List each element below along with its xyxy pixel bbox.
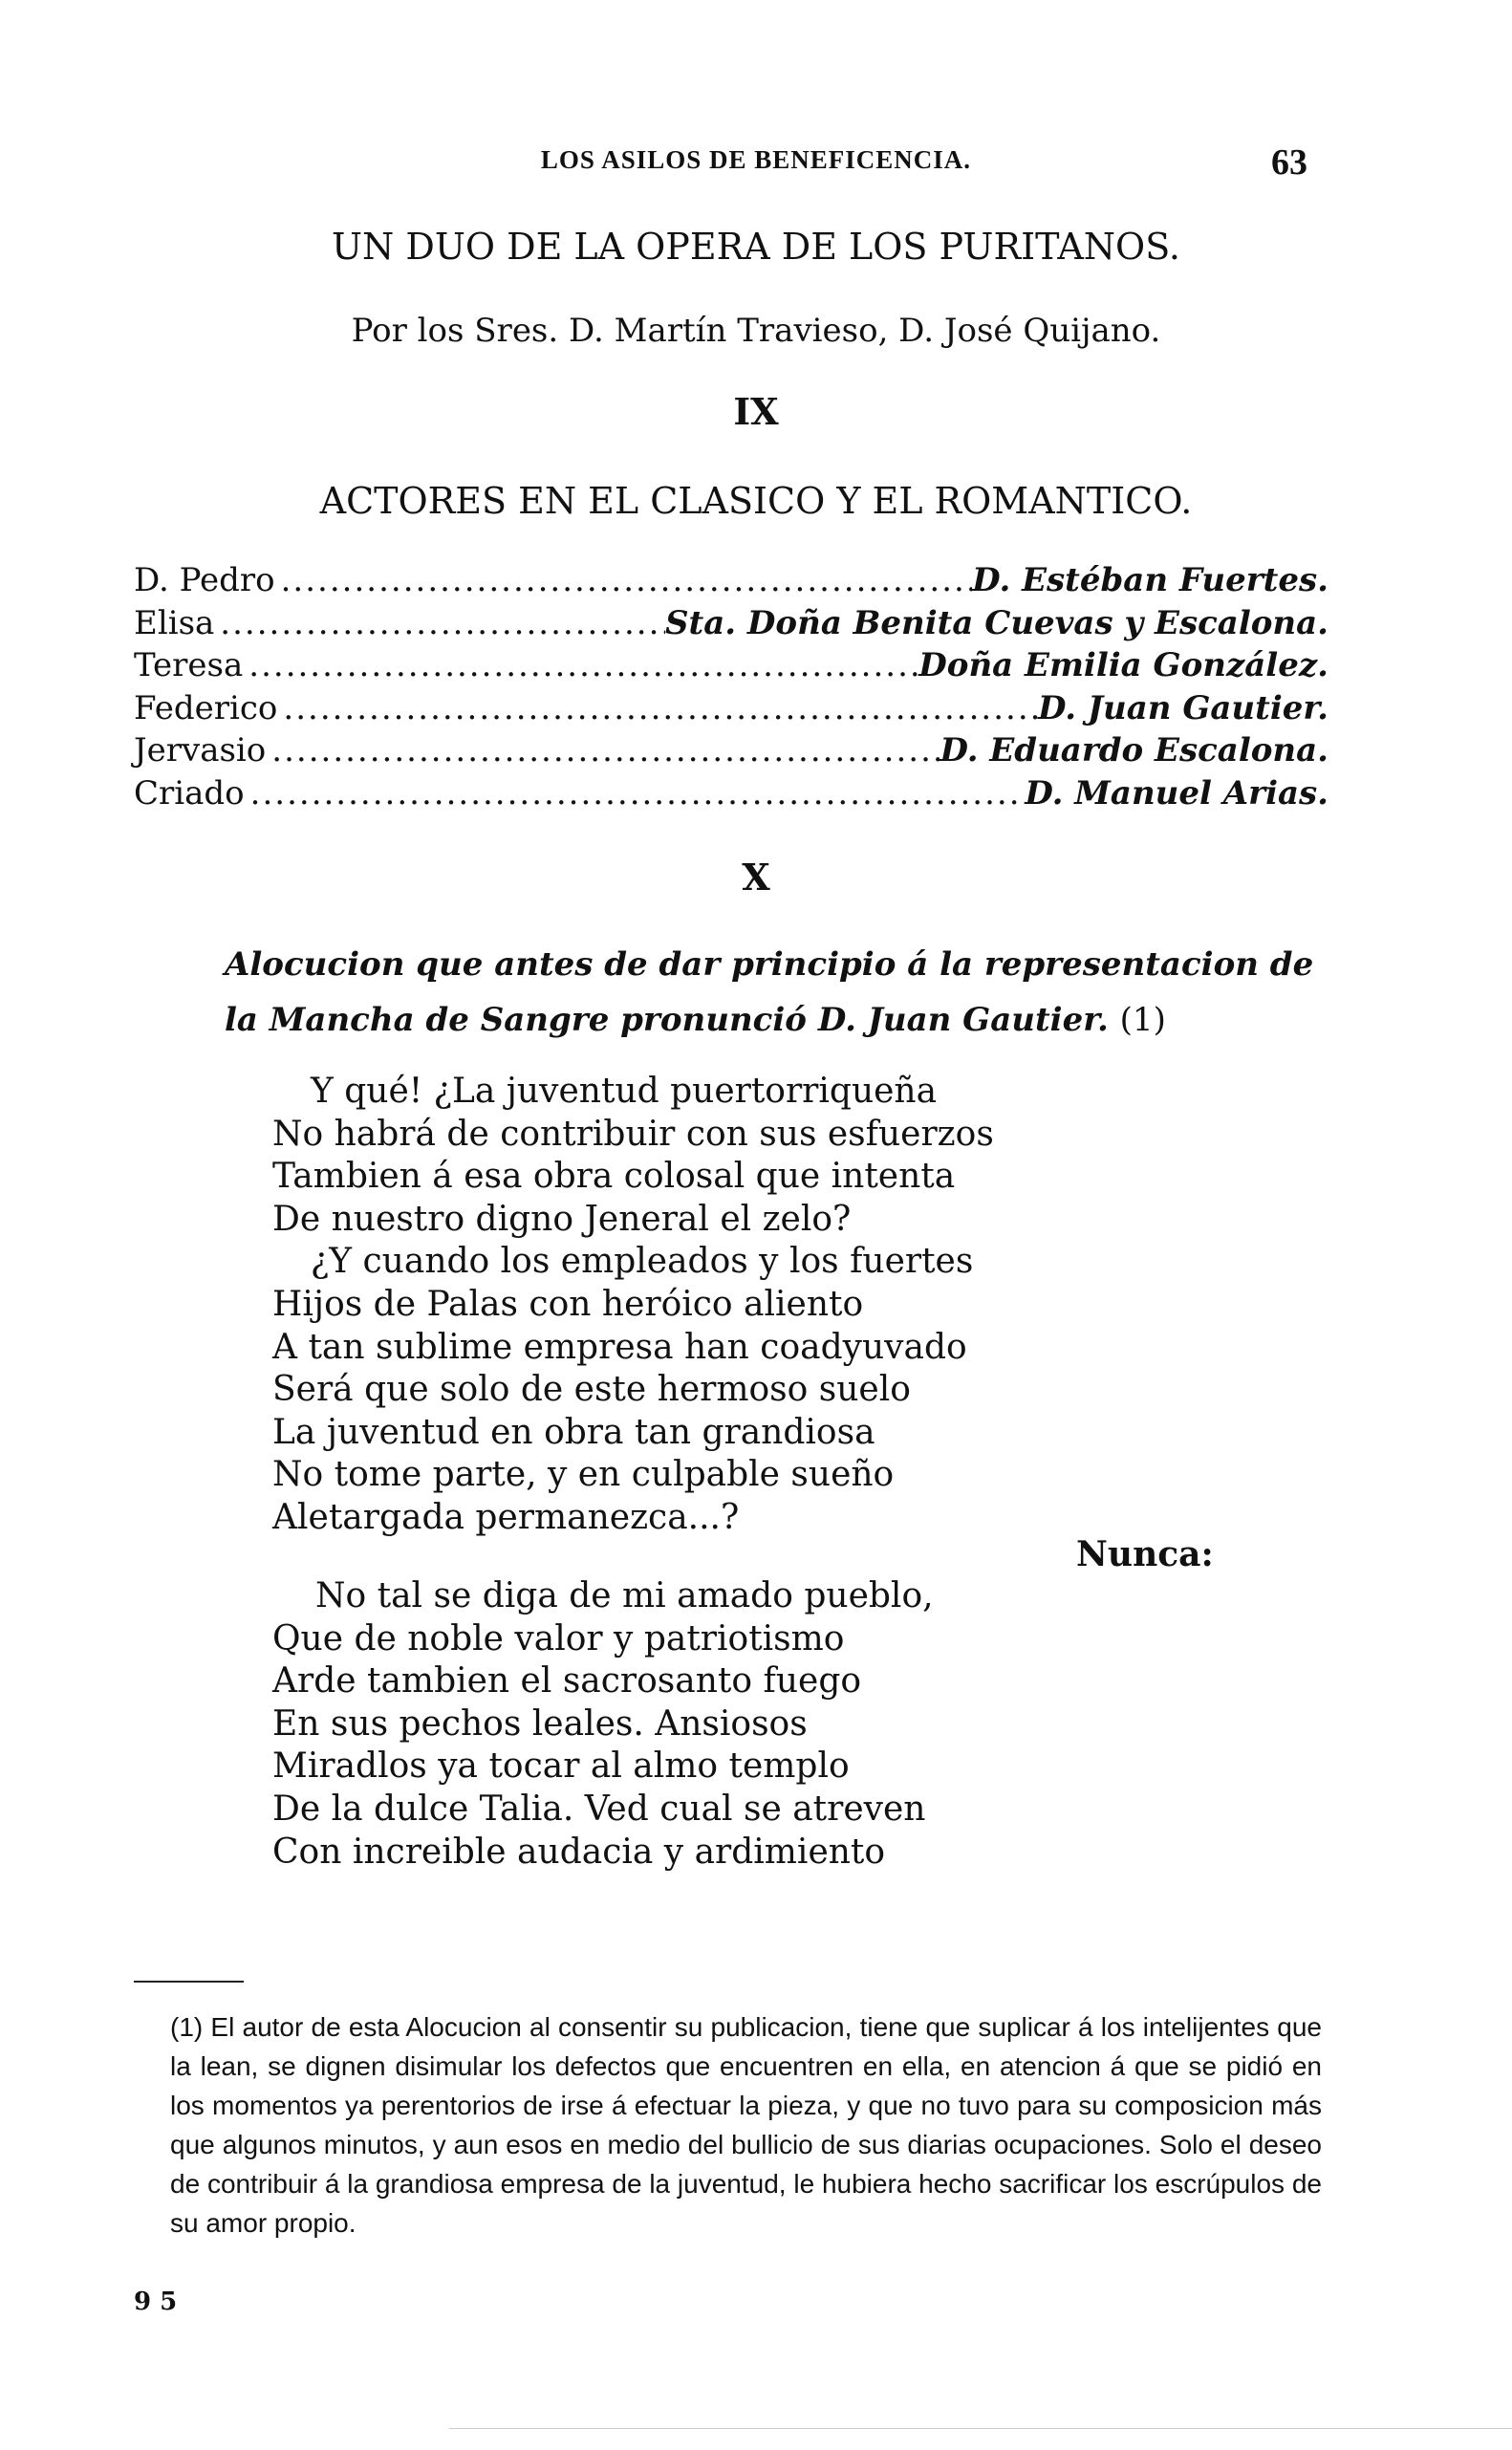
verse-stanza-2 [272,1575,934,1874]
cast-actor: Doña Emilia González. [918,646,1328,685]
verse-line: En sus pechos leales. Ansiosos [272,1703,808,1744]
cast-row [134,687,1328,730]
leader-dots [275,559,973,602]
cast-row [134,602,1328,645]
page-bottom-line [449,2428,1512,2429]
cast-actor: D. Manuel Arias. [1025,773,1328,813]
verse-line: Tambien á esa obra colosal que intenta [272,1157,956,1197]
cast-role: Jervasio [134,731,267,770]
cast-role: Federico [134,688,278,727]
verse-line: No tal se diga de mi amado pueblo, [315,1576,934,1615]
section-number-x: X [742,856,770,899]
cast-row [134,644,1328,687]
cast-actor: D. Juan Gautier. [1037,688,1328,727]
cast-row [134,559,1328,602]
verse-nunca: Nunca: [1076,1534,1214,1574]
verse-line: Con increible audacia y ardimiento [272,1832,886,1872]
page-number: 63 [1271,142,1307,183]
footnote-marker: (1) [170,2012,204,2042]
section-number-ix: IX [733,390,779,433]
footnote-rule [134,1981,244,1983]
author-credit: Por los Sres. D. Martín Travieso, D. José Quijano. [351,312,1161,350]
verse-line: Arde tambien el sacrosanto fuego [272,1661,862,1702]
cast-actor: D. Eduardo Escalona. [940,731,1328,770]
verse-line: Que de noble valor y patriotismo [272,1618,845,1659]
cast-actor: D. Estéban Fuertes. [972,561,1328,599]
cast-subtitle: ACTORES EN EL CLASICO Y EL ROMANTICO. [319,480,1193,522]
verse-line: No habrá de contribuir con sus esfuerzos [272,1114,994,1154]
verse-line: Miradlos ya tocar al almo templo [272,1746,850,1787]
footnote-reference: (1) [1119,1001,1166,1039]
verse-line: Y qué! ¿La juventud puertorriqueña [311,1072,938,1111]
verse-line: De la dulce Talia. Ved cual se atreven [272,1789,926,1829]
cast-row [134,772,1328,815]
footnote [170,2007,1322,2243]
leader-dots [277,687,1038,730]
verse-line: Aletargada permanezca...? [272,1497,740,1537]
cast-list [134,559,1328,815]
cast-role: Criado [134,773,245,813]
cast-role: Teresa [134,646,244,685]
running-head: LOS ASILOS DE BENEFICENCIA. [540,145,972,174]
cast-role: D. Pedro [134,561,275,599]
leader-dots [245,772,1026,815]
verse-line: Será que solo de este hermoso suelo [272,1370,911,1410]
verse-line: A tan sublime empresa han coadyuvado [272,1327,967,1367]
leader-dots [214,602,665,645]
verse-line: No tome parte, y en culpable sueño [272,1455,895,1495]
cast-actor: Sta. Doña Benita Cuevas y Escalona. [664,603,1328,642]
printer-signature: 9 5 [134,2287,178,2316]
verse-line: ¿Y cuando los empleados y los fuertes [311,1242,974,1282]
verse-line: La juventud en obra tan grandiosa [272,1412,875,1452]
cast-role: Elisa [134,603,215,642]
leader-dots [243,644,918,687]
play-title: UN DUO DE LA OPERA DE LOS PURITANOS. [332,226,1180,268]
verse-line: Hijos de Palas con heróico aliento [272,1284,864,1324]
alocucion-heading-text: Alocucion que antes de dar principio á la representacion de la Mancha de Sangre pronunció D. Juan Gautier. [225,945,1314,1039]
verse-stanza-1 [272,1071,994,1540]
alocucion-heading [225,937,1324,1048]
footnote-text: El autor de esta Alocucion al consentir su publicacion, tiene que suplicar á los intelijentes que la lean, se dignen disimular los defectos que encuentren en ella, en atencion á que se pidió en los momentos ya perentorios de irse á efectuar la pieza, y que no tuvo para su composicion más que algunos minutos, y aun esos en medio del bullicio de sus diarias ocupaciones. Solo el deseo de contribuir á la grandiosa empresa de la juventud, le hubiera hecho sacrificar los escrúpulos de su amor propio. [170,2012,1322,2238]
leader-dots [266,729,940,772]
verse-line: De nuestro digno Jeneral el zelo? [272,1199,852,1239]
cast-row [134,729,1328,772]
